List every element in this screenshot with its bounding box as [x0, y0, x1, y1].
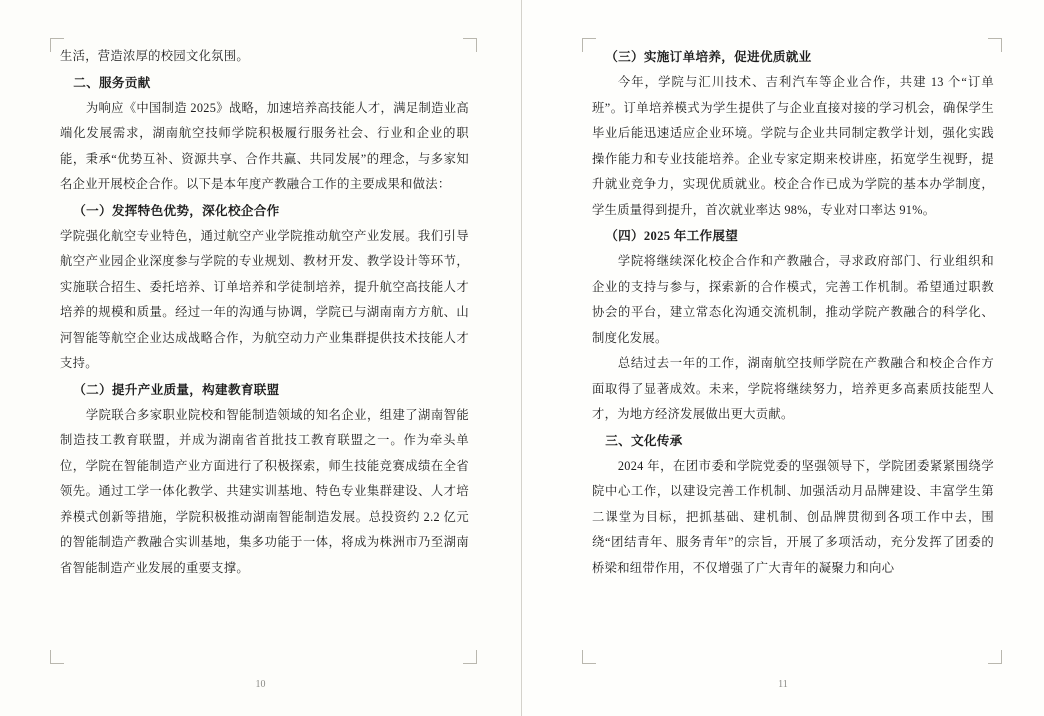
paragraph: 2024 年，在团市委和学院党委的坚强领导下，学院团委紧紧围绕学院中心工作，以建设完善工作机制、加强活动月品牌建设、丰富学生第二课堂为目标，把抓基础、建机制、创品牌贯彻到各项工作中去，围绕“团结青年、服务青年”的宗旨，开展了多项活动，充分发挥了团委的桥梁和纽带作用，不仅增强了广大青年的凝聚力和向心 — [592, 458, 994, 575]
paragraph: 生活，营造浓厚的校园文化氛围。 — [60, 49, 249, 63]
section-heading: 二、服务贡献 — [73, 75, 151, 90]
paragraph: 学院将继续深化校企合作和产教融合，寻求政府部门、行业组织和企业的支持与参与，探索新的合作模式，完善工作机制。希望通过职教协会的平台，建立常态化沟通交流机制，推动学院产教融合的科学化、制度化发展。 — [592, 254, 994, 345]
paragraph: 总结过去一年的工作，湖南航空技师学院在产教融合和校企合作方面取得了显著成效。未来，学院将继续努力，培养更多高素质技能型人才，为地方经济发展做出更大贡献。 — [592, 356, 994, 421]
page-number: 11 — [778, 679, 788, 690]
paragraph: 学院联合多家职业院校和智能制造领域的知名企业，组建了湖南智能制造技工教育联盟，并成为湖南省首批技工教育联盟之一。作为牵头单位，学院在智能制造产业方面进行了积极探索，师生技能竞赛成绩在全省领先。通过工学一体化教学、共建实训基地、特色专业集群建设、人才培养模式创新等措施，学院积极推动湖南智能制造发展。总投资约 2.2 亿元的智能制造产教融合实训基地，集多功能于一体，将成为株洲市乃至湖南省智能制造产业发展的重要支撑。 — [60, 407, 469, 575]
section-heading: （二）提升产业质量，构建教育联盟 — [73, 382, 280, 397]
page-content-left — [60, 44, 469, 658]
document-page-right — [522, 0, 1044, 716]
section-heading: （三）实施订单培养，促进优质就业 — [605, 50, 812, 64]
paragraph: 为响应《中国制造 2025》战略，加速培养高技能人才，满足制造业高端化发展需求，湖南航空技师学院积极履行服务社会、行业和企业的职能，秉承“优势互补、资源共享、合作共赢、共同发展”的理念，与多家知名企业开展校企合作。以下是本年度产教融合工作的主要成果和做法： — [60, 100, 469, 191]
paragraph: 学院强化航空专业特色，通过航空产业学院推动航空产业发展。我们引导航空产业园企业深度参与学院的专业规划、教材开发、教学设计等环节，实施联合招生、委托培养、订单培养和学徒制培养，提升航空高技能人才培养的规模和质量。经过一年的沟通与协调，学院已与湖南南方方航、山河智能等航空企业达成战略合作，为航空动力产业集群提供技术技能人才支持。 — [60, 228, 469, 370]
section-heading: 三、文化传承 — [605, 433, 683, 448]
paragraph: 今年，学院与汇川技术、吉利汽车等企业合作，共建 13 个“订单班”。订单培养模式为学生提供了与企业直接对接的学习机会，确保学生毕业后能迅速适应企业环境。学院与企业共同制定教学计划，强化实践操作能力和专业技能培养。企业专家定期来校讲座，拓宽学生视野，提升就业竞争力，实现优质就业。校企合作已成为学院的基本办学制度，学生质量得到提升，首次就业率达 98%，专业对口率达 91%。 — [592, 75, 994, 217]
section-heading: （四）2025 年工作展望 — [605, 229, 739, 243]
page-number: 10 — [255, 679, 266, 690]
section-heading: （一）发挥特色优势，深化校企合作 — [73, 203, 280, 218]
page-content-right — [592, 44, 994, 658]
